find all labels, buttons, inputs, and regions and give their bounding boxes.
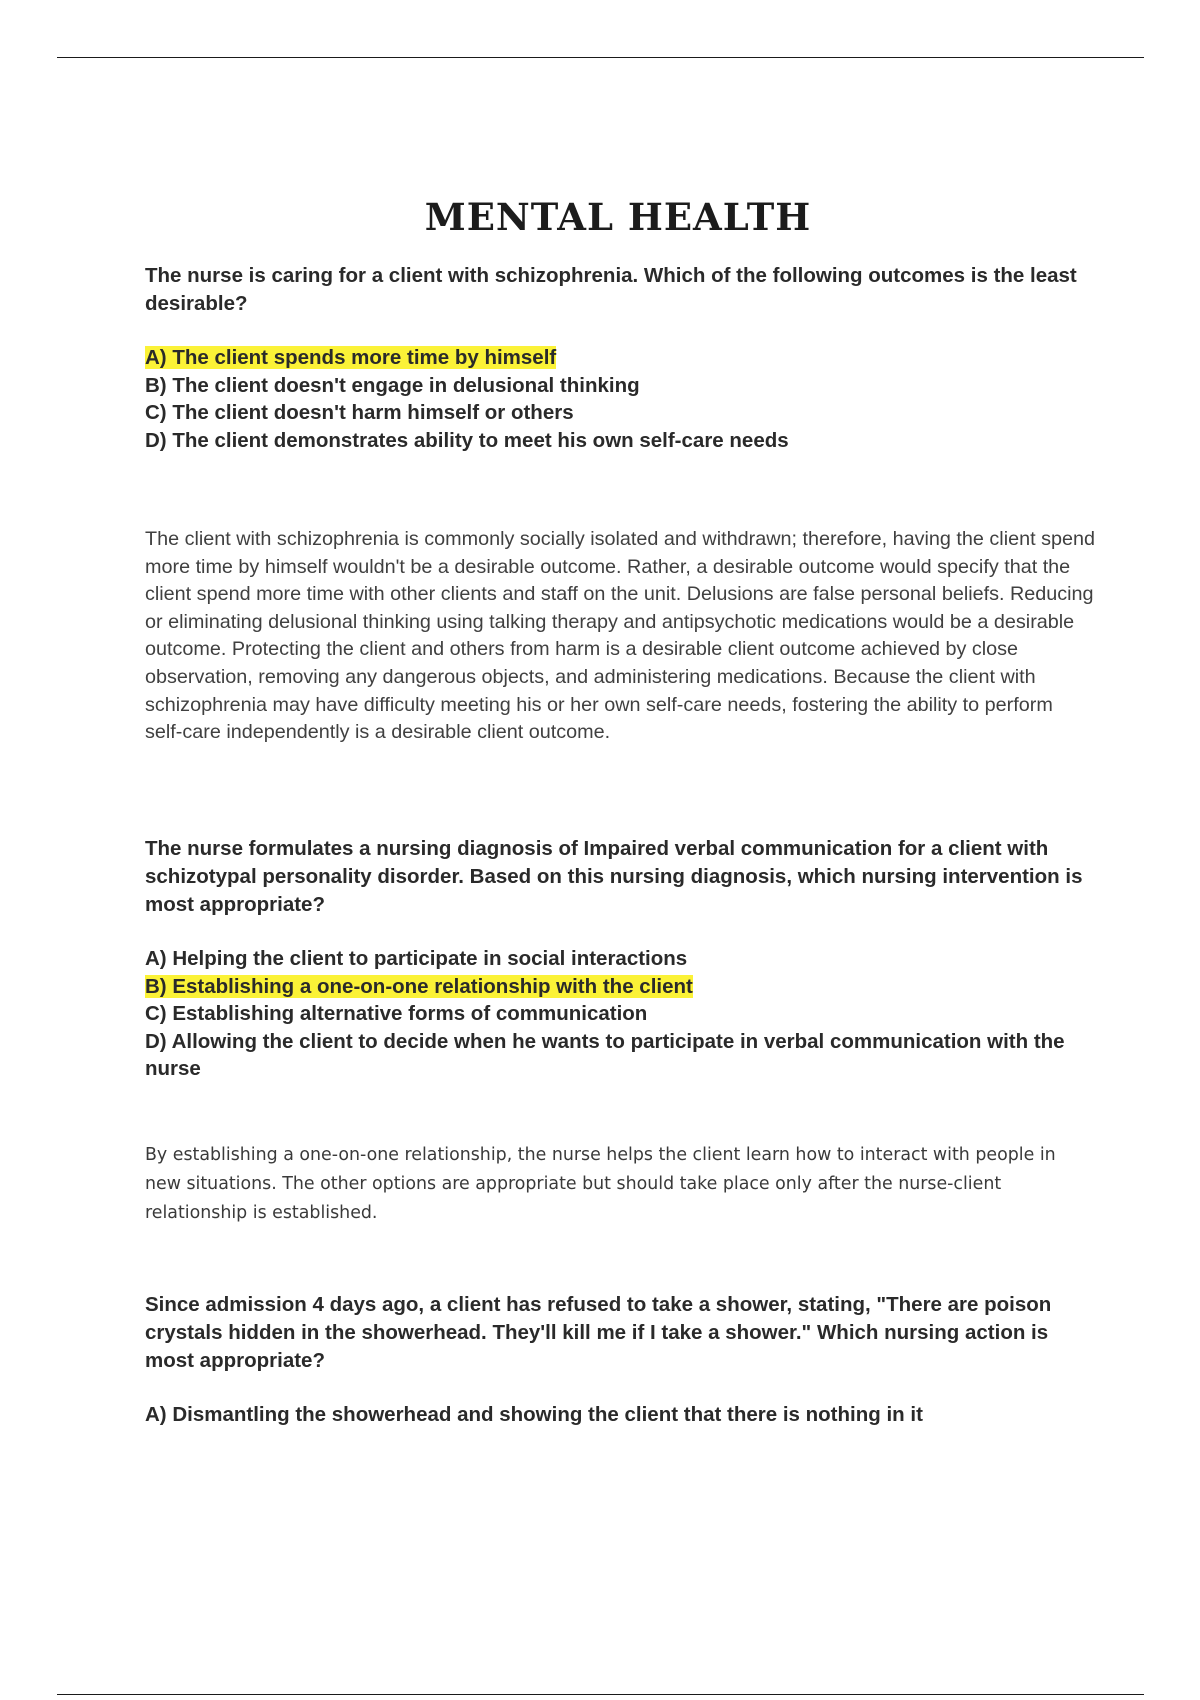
question-2-option-a: A) Helping the client to participate in social interactions xyxy=(145,947,688,970)
question-1-explanation: The client with schizophrenia is commonly socially isolated and withdrawn; therefore, having the client spend more time by himself wouldn't be a desirable outcome. Rather, a desirable outcome would specify that the client spend more time with other clients and staff on the unit. Delusions are false personal beliefs. Reducing or eliminating delusional thinking using talking therapy and antipsychotic medications would be a desirable outcome. Protecting the client and others from harm is a desirable client outcome achieved by close observation, removing any dangerous objects, and administering medications. Because the client with schizophrenia may have difficulty meeting his or her own self-care needs, fostering the ability to perform self-care independently is a desirable client outcome. xyxy=(145,528,1095,744)
header-rule xyxy=(57,57,1144,58)
question-1-option-c: C) The client doesn't harm himself or others xyxy=(145,401,574,424)
answer-highlight: B) Establishing a one-on-one relationship with the client xyxy=(145,974,693,998)
question-1-option-b: B) The client doesn't engage in delusional thinking xyxy=(145,373,640,397)
question-3-options xyxy=(145,1401,1095,1429)
question-1-stem: The nurse is caring for a client with schizophrenia. Which of the following outcomes is the least desirable? xyxy=(145,264,1077,315)
question-2-options xyxy=(145,945,1095,1083)
question-1-option-d: D) The client demonstrates ability to meet his own self-care needs xyxy=(145,428,789,452)
question-2-option-d: D) Allowing the client to decide when he wants to participate in verbal communication with the nurse xyxy=(145,1029,1065,1080)
answer-highlight: A) The client spends more time by himself xyxy=(145,346,557,369)
question-2-option-c: C) Establishing alternative forms of communication xyxy=(145,1002,648,1025)
question-1-options xyxy=(145,344,1095,454)
question-3-stem: Since admission 4 days ago, a client has refused to take a shower, stating, "There are poison crystals hidden in the showerhead. They'll kill me if I take a shower." Which nursing action is most appropriate? xyxy=(145,1293,1052,1372)
question-1-option-a xyxy=(145,344,1095,372)
question-2-option-b xyxy=(145,973,1095,1001)
question-2-explanation: By establishing a one-on-one relationship, the nurse helps the client learn how to interact with people in new situations. The other options are appropriate but should take place only after the nurse-client relationship is established. xyxy=(145,1145,1056,1223)
footer-rule xyxy=(57,1694,1144,1695)
page-title: MENTAL HEALTH xyxy=(424,195,812,239)
question-2-stem: The nurse formulates a nursing diagnosis of Impaired verbal communication for a client with schizotypal personality disorder. Based on this nursing diagnosis, which nursing intervention is most appropriate? xyxy=(145,837,1083,916)
question-3-option-a: A) Dismantling the showerhead and showing the client that there is nothing in it xyxy=(145,1403,923,1426)
